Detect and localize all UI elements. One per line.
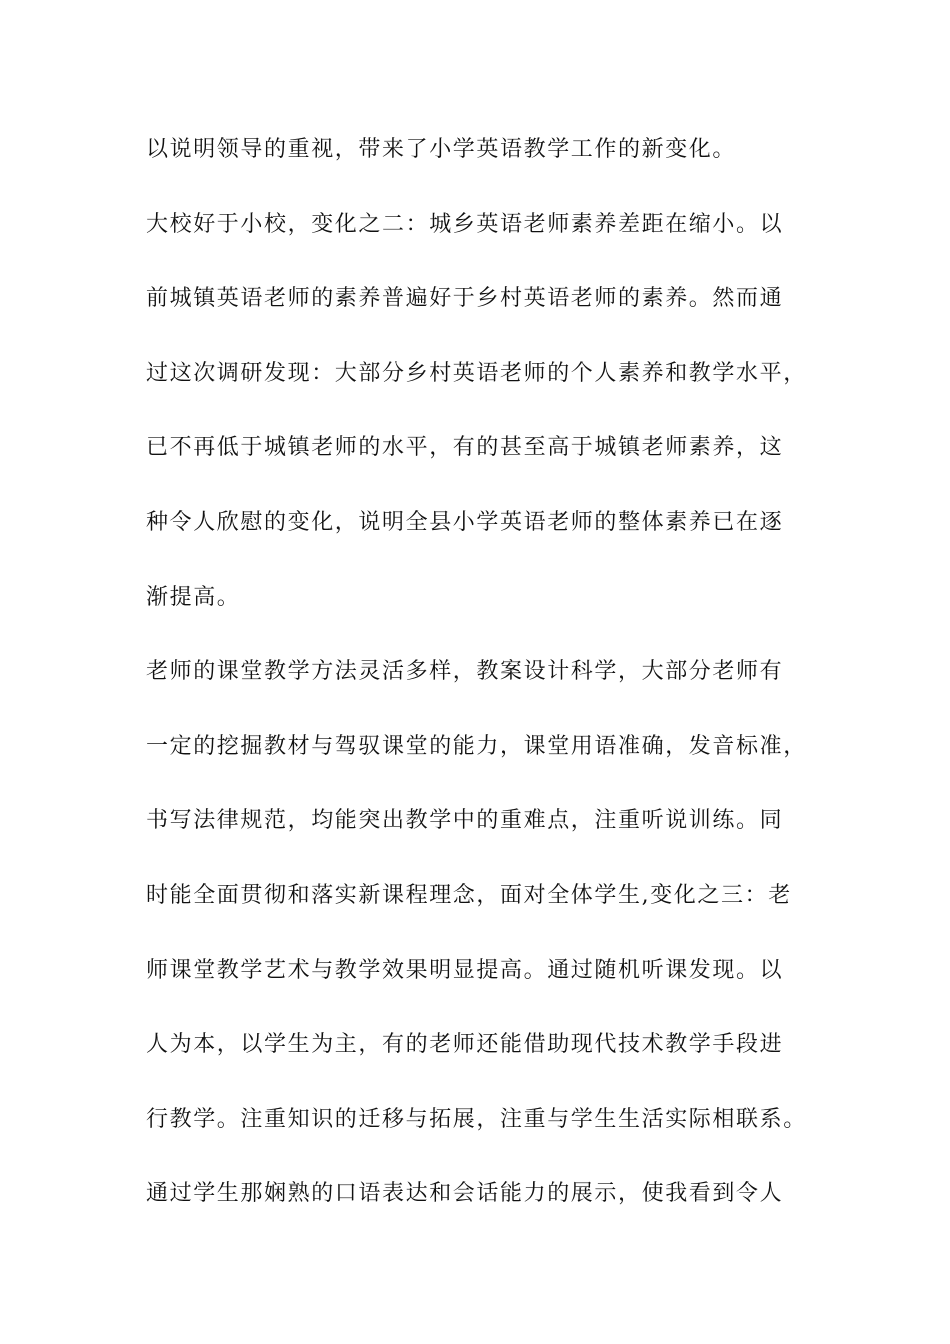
text-line: 书写法律规范，均能突出教学中的重难点，注重听说训练。同 xyxy=(146,808,784,834)
text-line: 一定的挖掘教材与驾驭课堂的能力，课堂用语准确，发音标准， xyxy=(146,733,807,759)
text-line: 以说明领导的重视，带来了小学英语教学工作的新变化。 xyxy=(146,137,737,162)
text-line: 种令人欣慰的变化，说明全县小学英语老师的整体素养已在逐 xyxy=(146,509,784,535)
body-text xyxy=(146,128,826,1247)
text-line: 行教学。注重知识的迁移与拓展，注重与学生生活实际相联系。 xyxy=(146,1106,807,1132)
text-line: 已不再低于城镇老师的水平，有的甚至高于城镇老师素养，这 xyxy=(146,435,784,461)
text-line: 人为本，以学生为主，有的老师还能借助现代技术教学手段进 xyxy=(146,1032,784,1058)
text-line: 通过学生那娴熟的口语表达和会话能力的展示，使我看到令人 xyxy=(146,1181,784,1207)
text-line: 时能全面贯彻和落实新课程理念，面对全体学生,变化之三：老 xyxy=(146,882,792,908)
text-line: 大校好于小校，变化之二：城乡英语老师素养差距在缩小。以 xyxy=(146,211,784,237)
text-line: 师课堂教学艺术与教学效果明显提高。通过随机听课发现。以 xyxy=(146,957,784,983)
text-line: 渐提高。 xyxy=(146,584,241,610)
text-line: 过这次调研发现：大部分乡村英语老师的个人素养和教学水平， xyxy=(146,360,807,386)
text-line: 前城镇英语老师的素养普遍好于乡村英语老师的素养。然而通 xyxy=(146,286,784,312)
text-line: 老师的课堂教学方法灵活多样，教案设计科学，大部分老师有 xyxy=(146,659,784,685)
